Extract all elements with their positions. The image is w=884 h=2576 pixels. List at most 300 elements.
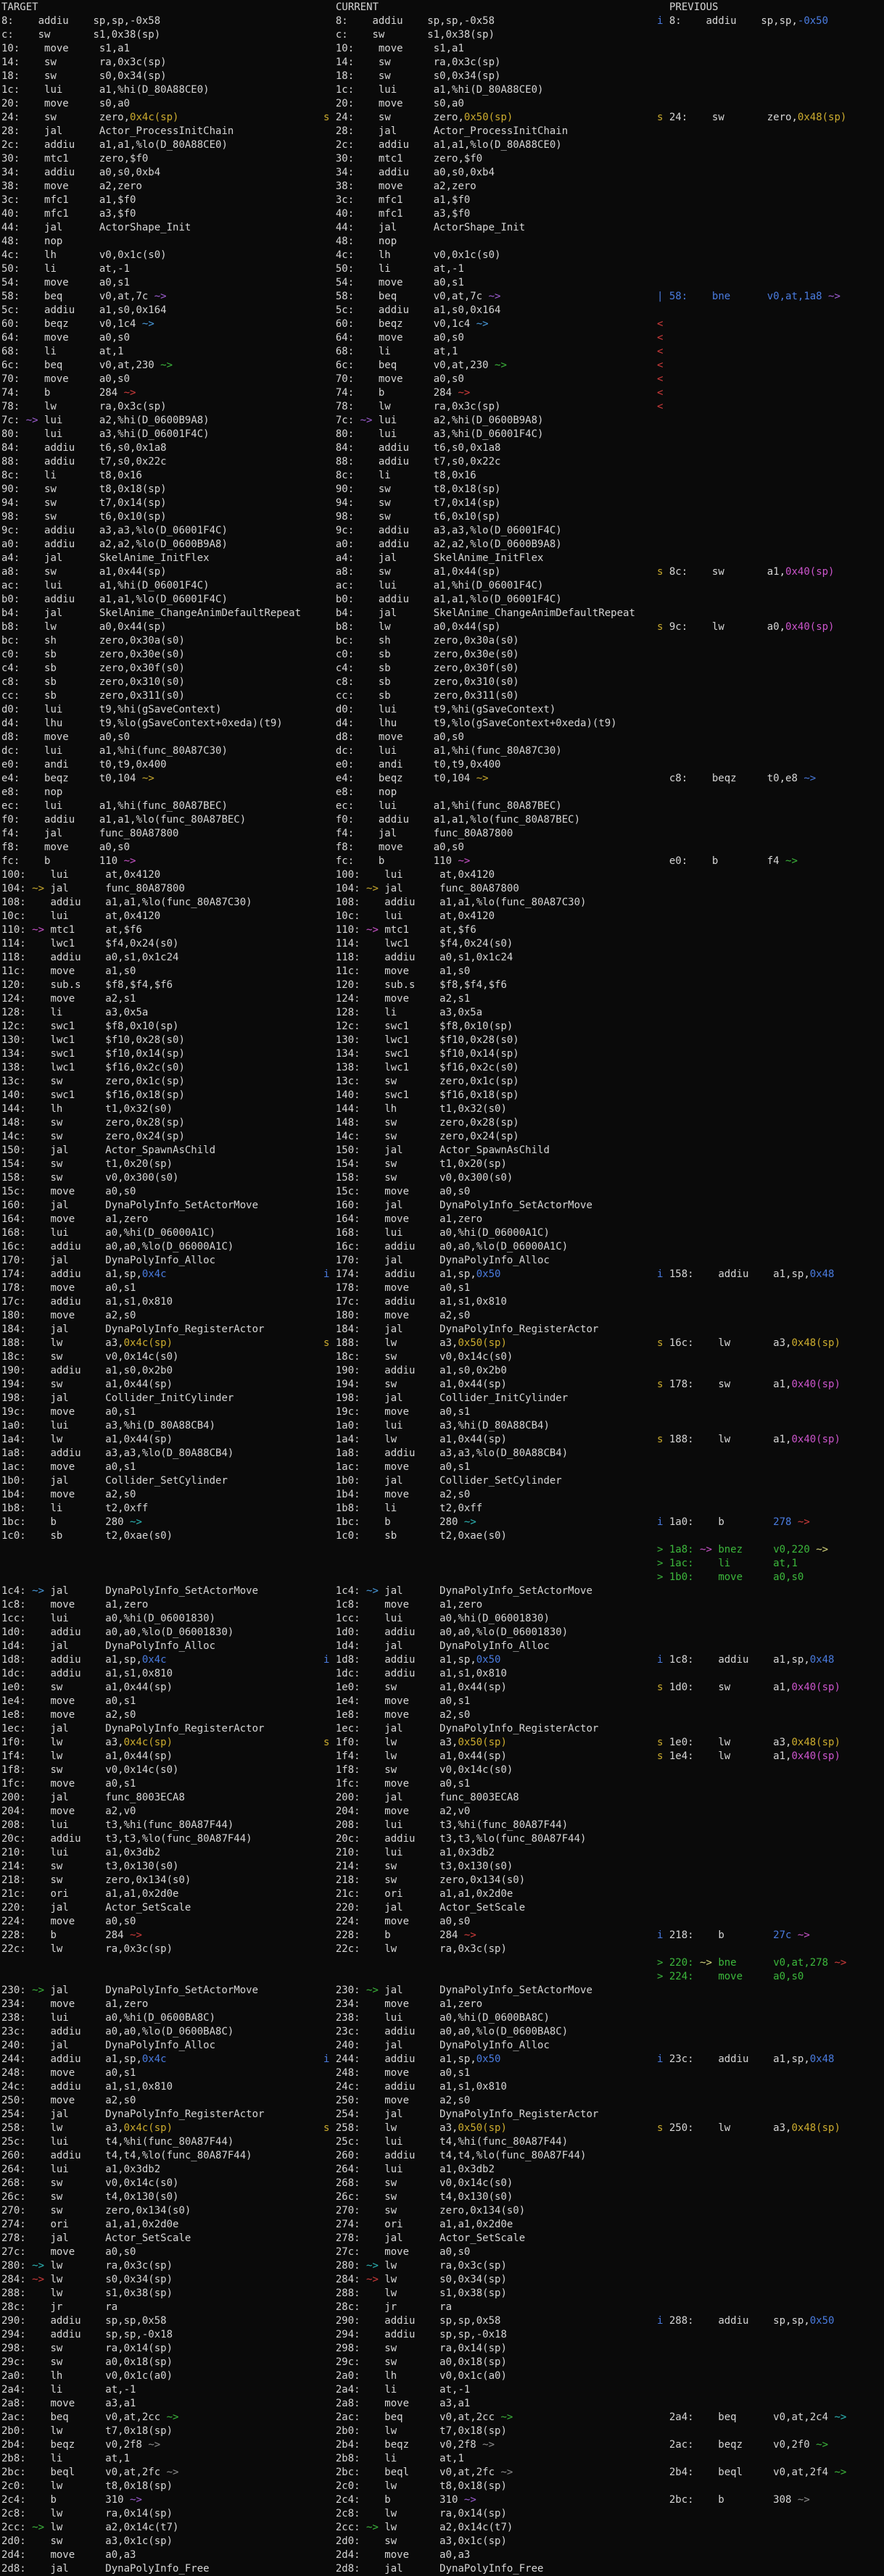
target-line: 1f4: lw a1,0x44(sp) bbox=[1, 1750, 173, 1762]
diff-row bbox=[0, 2232, 884, 2245]
diff-row bbox=[0, 1984, 884, 1998]
current-line: 130: lwc1 $f10,0x28(s0) bbox=[335, 1034, 519, 1046]
target-line: 13c: sw zero,0x1c(sp) bbox=[1, 1076, 185, 1087]
target-line: 84: addiu t6,s0,0x1a8 bbox=[1, 442, 167, 454]
current-line: 120: sub.s $f8,$f4,$f6 bbox=[335, 979, 507, 991]
previous-line: < bbox=[657, 387, 664, 399]
diff-row bbox=[0, 441, 884, 455]
current-line: dc: lui a1,%hi(func_80A87C30) bbox=[335, 745, 562, 757]
current-line: 1ac: move a0,s1 bbox=[335, 1461, 471, 1473]
diff-row bbox=[0, 483, 884, 496]
target-line: 240: jal DynaPolyInfo_Alloc bbox=[1, 2040, 216, 2051]
current-line: 1f4: lw a1,0x44(sp) bbox=[335, 1750, 507, 1762]
target-line: 2c4: b 310 ~> bbox=[1, 2494, 142, 2506]
current-line: 14c: sw zero,0x24(sp) bbox=[335, 1131, 519, 1142]
diff-row bbox=[0, 111, 884, 125]
target-line: e4: beqz t0,104 ~> bbox=[1, 773, 154, 784]
previous-line: > 224: move a0,s0 bbox=[657, 1971, 804, 1982]
target-line: 188: lw a3,0x4c(sp) bbox=[1, 1337, 173, 1349]
diff-row bbox=[0, 138, 884, 152]
current-line: 8: addiu sp,sp,-0x58 bbox=[335, 15, 495, 27]
current-line: 12c: swc1 $f8,0x10(sp) bbox=[335, 1021, 513, 1032]
current-line: 154: sw t1,0x20(sp) bbox=[335, 1158, 507, 1170]
target-line: 1fc: move a0,s1 bbox=[1, 1778, 136, 1790]
target-line: 234: move a1,zero bbox=[1, 1998, 149, 2010]
diff-row bbox=[0, 579, 884, 593]
current-line: 25c: lui t4,%hi(func_80A87F44) bbox=[335, 2136, 569, 2148]
current-line: d8: move a0,s0 bbox=[335, 731, 464, 743]
target-line: 6c: beq v0,at,230 ~> bbox=[1, 360, 173, 371]
target-line: 2a0: lh v0,0x1c(a0) bbox=[1, 2370, 173, 2382]
target-line: 224: move a0,s0 bbox=[1, 1916, 136, 1927]
current-line: 198: jal Collider_InitCylinder bbox=[335, 1392, 569, 1404]
diff-row bbox=[0, 1584, 884, 1598]
target-line: 58: beq v0,at,7c ~> bbox=[1, 291, 167, 302]
current-line: 1bc: b 280 ~> bbox=[335, 1516, 476, 1528]
target-line: bc: sh zero,0x30a(s0) bbox=[1, 635, 185, 647]
diff-row bbox=[0, 1791, 884, 1805]
diff-row bbox=[0, 510, 884, 524]
target-line: 290: addiu sp,sp,0x58 bbox=[1, 2315, 167, 2327]
diff-row bbox=[0, 1213, 884, 1226]
current-line: 298: sw ra,0x14(sp) bbox=[335, 2343, 507, 2354]
current-line: ac: lui a1,%hi(D_06001F4C) bbox=[335, 580, 544, 591]
previous-line: 2b4: beql v0,at,2f4 ~> bbox=[669, 2467, 847, 2478]
target-line: 2b4: beqz v0,2f8 ~> bbox=[1, 2439, 161, 2451]
current-line: 20c: addiu t3,t3,%lo(func_80A87F44) bbox=[335, 1833, 587, 1845]
current-line: 2ac: beq v0,at,2cc ~> bbox=[335, 2411, 513, 2423]
target-line: cc: sb zero,0x311(s0) bbox=[1, 690, 185, 702]
diff-row bbox=[0, 813, 884, 827]
diff-row bbox=[0, 1846, 884, 1860]
target-line: 8c: li t8,0x16 bbox=[1, 470, 142, 481]
diff-row bbox=[0, 538, 884, 552]
current-line: 6c: beq v0,at,230 ~> bbox=[335, 360, 507, 371]
diff-row bbox=[0, 386, 884, 400]
current-line: a0: addiu a2,a2,%lo(D_0600B9A8) bbox=[335, 539, 562, 550]
current-line: 2d0: sw a3,0x1c(sp) bbox=[335, 2535, 507, 2547]
diff-row bbox=[0, 855, 884, 868]
diff-row bbox=[0, 331, 884, 345]
current-line: bc: sh zero,0x30a(s0) bbox=[335, 635, 519, 647]
diff-row bbox=[0, 1447, 884, 1461]
diff-row bbox=[0, 676, 884, 689]
target-line: 22c: lw ra,0x3c(sp) bbox=[1, 1943, 173, 1955]
current-line: 1b8: li t2,0xff bbox=[335, 1503, 483, 1514]
current-line: 19c: move a0,s1 bbox=[335, 1406, 471, 1418]
target-line: 1cc: lui a0,%hi(D_06001830) bbox=[1, 1613, 216, 1624]
target-line: 50: li at,-1 bbox=[1, 263, 131, 275]
target-line: c4: sb zero,0x30f(s0) bbox=[1, 662, 185, 674]
diff-row bbox=[0, 717, 884, 731]
diff-row bbox=[0, 1405, 884, 1419]
target-line: 284: ~> lw s0,0x34(sp) bbox=[1, 2274, 173, 2285]
target-line: 274: ori a1,a1,0x2d0e bbox=[1, 2219, 179, 2230]
diff-row bbox=[0, 1998, 884, 2011]
diff-row bbox=[0, 2053, 884, 2066]
current-line: 70: move a0,s0 bbox=[335, 373, 464, 385]
target-line: 104: ~> jal func_80A87800 bbox=[1, 883, 185, 894]
target-line: 1c: lui a1,%hi(D_80A88CE0) bbox=[1, 84, 210, 96]
diff-row bbox=[0, 868, 884, 882]
target-line: 178: move a0,s1 bbox=[1, 1282, 136, 1294]
diff-row bbox=[0, 951, 884, 965]
current-line: 248: move a0,s1 bbox=[335, 2067, 471, 2079]
diff-row bbox=[0, 2039, 884, 2053]
current-line: 5c: addiu a1,s0,0x164 bbox=[335, 304, 501, 316]
current-line: 218: sw zero,0x134(s0) bbox=[335, 1874, 526, 1886]
current-line: 264: lui a1,0x3db2 bbox=[335, 2164, 495, 2175]
diff-row bbox=[0, 290, 884, 304]
target-line: 2d0: sw a3,0x1c(sp) bbox=[1, 2535, 173, 2547]
diff-row bbox=[0, 1337, 884, 1350]
target-line: 2a4: li at,-1 bbox=[1, 2384, 136, 2396]
target-line: 5c: addiu a1,s0,0x164 bbox=[1, 304, 167, 316]
target-line: 1ec: jal DynaPolyInfo_RegisterActor bbox=[1, 1723, 265, 1734]
current-line: 54: move a0,s1 bbox=[335, 277, 464, 288]
current-line: 234: move a1,zero bbox=[335, 1998, 483, 2010]
diff-row bbox=[0, 469, 884, 483]
target-line: 1b8: li t2,0xff bbox=[1, 1503, 149, 1514]
target-line: 1d8: addiu a1,sp,0x4c bbox=[1, 1654, 167, 1666]
current-line: 1f8: sw v0,0x14c(s0) bbox=[335, 1764, 513, 1776]
target-line: 4c: lh v0,0x1c(s0) bbox=[1, 249, 167, 261]
diff-row bbox=[0, 910, 884, 923]
diff-row bbox=[0, 1598, 884, 1612]
current-line: 208: lui t3,%hi(func_80A87F44) bbox=[335, 1819, 569, 1831]
current-line: 27c: move a0,s0 bbox=[335, 2246, 471, 2258]
previous-line: s 8c: sw a1,0x40(sp) bbox=[657, 566, 835, 578]
diff-row bbox=[0, 1516, 884, 1529]
current-line: 204: move a2,v0 bbox=[335, 1806, 471, 1817]
target-line: 18c: sw v0,0x14c(s0) bbox=[1, 1351, 179, 1363]
target-line: 94: sw t7,0x14(sp) bbox=[1, 497, 167, 509]
target-line: 170: jal DynaPolyInfo_Alloc bbox=[1, 1255, 216, 1266]
current-line: 78: lw ra,0x3c(sp) bbox=[335, 401, 501, 412]
diff-row bbox=[0, 2259, 884, 2273]
diff-row bbox=[0, 593, 884, 607]
current-line: 280: ~> lw ra,0x3c(sp) bbox=[335, 2260, 507, 2272]
target-line: 98: sw t6,0x10(sp) bbox=[1, 511, 167, 523]
target-line: 2ac: beq v0,at,2cc ~> bbox=[1, 2411, 179, 2423]
diff-row bbox=[0, 2190, 884, 2204]
diff-row bbox=[0, 1075, 884, 1089]
diff-row bbox=[0, 1254, 884, 1268]
diff-row bbox=[0, 56, 884, 70]
diff-row bbox=[0, 937, 884, 951]
target-line: 148: sw zero,0x28(sp) bbox=[1, 1117, 185, 1129]
target-line: 88: addiu t7,s0,0x22c bbox=[1, 456, 167, 468]
current-line: i 1d8: addiu a1,sp,0x50 bbox=[323, 1654, 501, 1666]
diff-row bbox=[0, 2094, 884, 2108]
diff-row bbox=[0, 1144, 884, 1158]
current-line: 284: ~> lw s0,0x34(sp) bbox=[335, 2274, 507, 2285]
current-line: 26c: sw t4,0x130(s0) bbox=[335, 2191, 513, 2203]
target-line: fc: b 110 ~> bbox=[1, 855, 136, 867]
current-line: 184: jal DynaPolyInfo_RegisterActor bbox=[335, 1324, 599, 1335]
diff-row bbox=[0, 1681, 884, 1695]
target-line: c8: sb zero,0x310(s0) bbox=[1, 676, 185, 688]
target-line: 21c: ori a1,a1,0x2d0e bbox=[1, 1888, 179, 1900]
current-line: 178: move a0,s1 bbox=[335, 1282, 471, 1294]
current-line: d0: lui t9,%hi(gSaveContext) bbox=[335, 704, 556, 715]
target-line: 1a8: addiu a3,a3,%lo(D_80A88CB4) bbox=[1, 1447, 234, 1459]
diff-row bbox=[0, 14, 884, 28]
target-line: 2b8: li at,1 bbox=[1, 2453, 131, 2464]
current-line: 290: addiu sp,sp,0x58 bbox=[335, 2315, 501, 2327]
target-line: 158: sw v0,0x300(s0) bbox=[1, 1172, 179, 1184]
current-line: 224: move a0,s0 bbox=[335, 1916, 471, 1927]
target-line: 30: mtc1 zero,$f0 bbox=[1, 153, 149, 165]
target-line: d8: move a0,s0 bbox=[1, 731, 131, 743]
current-line: 20: move s0,a0 bbox=[335, 98, 464, 109]
previous-line: 2ac: beqz v0,2f0 ~> bbox=[669, 2439, 829, 2451]
diff-row bbox=[0, 180, 884, 194]
current-line: 230: ~> jal DynaPolyInfo_SetActorMove bbox=[335, 1985, 592, 1996]
current-line: 194: sw a1,0x44(sp) bbox=[335, 1379, 507, 1390]
diff-row bbox=[0, 1956, 884, 1970]
current-line: 10c: lui at,0x4120 bbox=[335, 910, 495, 922]
diff-row bbox=[0, 841, 884, 855]
target-line: 68: li at,1 bbox=[1, 346, 124, 357]
target-line: 100: lui at,0x4120 bbox=[1, 869, 161, 881]
target-line: 204: move a2,v0 bbox=[1, 1806, 136, 1817]
diff-row bbox=[0, 731, 884, 744]
current-line: 164: move a1,zero bbox=[335, 1213, 483, 1225]
diff-row bbox=[0, 2521, 884, 2535]
diff-row bbox=[0, 1378, 884, 1392]
current-line: 2c8: lw ra,0x14(sp) bbox=[335, 2508, 507, 2519]
target-line: ec: lui a1,%hi(func_80A87BEC) bbox=[1, 800, 228, 812]
diff-row bbox=[0, 1612, 884, 1626]
current-line: 2cc: ~> lw a2,0x14c(t7) bbox=[335, 2522, 513, 2533]
current-line: ec: lui a1,%hi(func_80A87BEC) bbox=[335, 800, 562, 812]
target-line: 80: lui a3,%hi(D_06001F4C) bbox=[1, 428, 210, 440]
current-line: cc: sb zero,0x311(s0) bbox=[335, 690, 519, 702]
target-line: 184: jal DynaPolyInfo_RegisterActor bbox=[1, 1324, 265, 1335]
diff-row bbox=[0, 607, 884, 620]
target-line: 228: b 284 ~> bbox=[1, 1929, 142, 1941]
current-line: 148: sw zero,0x28(sp) bbox=[335, 1117, 519, 1129]
target-line: 10: move s1,a1 bbox=[1, 43, 131, 54]
current-line: 254: jal DynaPolyInfo_RegisterActor bbox=[335, 2108, 599, 2120]
diff-row bbox=[0, 2135, 884, 2149]
current-line: e0: andi t0,t9,0x400 bbox=[335, 759, 501, 770]
target-line: 28: jal Actor_ProcessInitChain bbox=[1, 125, 234, 137]
current-line: c0: sb zero,0x30e(s0) bbox=[335, 649, 519, 660]
diff-row bbox=[0, 304, 884, 317]
current-line: 10: move s1,a1 bbox=[335, 43, 464, 54]
target-line: 120: sub.s $f8,$f4,$f6 bbox=[1, 979, 173, 991]
current-line: 158: sw v0,0x300(s0) bbox=[335, 1172, 513, 1184]
target-line: 180: move a2,s0 bbox=[1, 1310, 136, 1321]
target-line: b0: addiu a1,a1,%lo(D_06001F4C) bbox=[1, 594, 228, 605]
diff-row bbox=[0, 414, 884, 428]
diff-row bbox=[0, 2204, 884, 2218]
diff-row bbox=[0, 2438, 884, 2452]
target-line: 1c4: ~> jal DynaPolyInfo_SetActorMove bbox=[1, 1585, 259, 1597]
previous-line: < bbox=[657, 346, 664, 357]
current-line: 1d4: jal DynaPolyInfo_Alloc bbox=[335, 1640, 550, 1652]
previous-line: s 1e4: lw a1,0x40(sp) bbox=[657, 1750, 840, 1762]
target-line: 38: move a2,zero bbox=[1, 180, 142, 192]
current-line: 2c4: b 310 ~> bbox=[335, 2494, 476, 2506]
diff-row bbox=[0, 2080, 884, 2094]
current-line: 294: addiu sp,sp,-0x18 bbox=[335, 2329, 507, 2340]
target-line: 1e4: move a0,s1 bbox=[1, 1695, 136, 1707]
current-line: 124: move a2,s1 bbox=[335, 993, 471, 1005]
current-line: 90: sw t8,0x18(sp) bbox=[335, 483, 501, 495]
target-line: 26c: sw t4,0x130(s0) bbox=[1, 2191, 179, 2203]
diff-row bbox=[0, 2342, 884, 2356]
diff-row bbox=[0, 496, 884, 510]
target-line: 210: lui a1,0x3db2 bbox=[1, 1847, 161, 1858]
target-line: a4: jal SkelAnime_InitFlex bbox=[1, 552, 210, 564]
target-line: 168: lui a0,%hi(D_06000A1C) bbox=[1, 1227, 216, 1239]
target-line: 248: move a0,s1 bbox=[1, 2067, 136, 2079]
diff-row bbox=[0, 1419, 884, 1433]
diff-row bbox=[0, 1640, 884, 1653]
current-line: 260: addiu t4,t4,%lo(func_80A87F44) bbox=[335, 2150, 587, 2161]
target-line: 1f8: sw v0,0x14c(s0) bbox=[1, 1764, 179, 1776]
previous-line: i 218: b 27c ~> bbox=[657, 1929, 810, 1941]
target-line: 2a8: move a3,a1 bbox=[1, 2398, 136, 2409]
diff-row bbox=[0, 2452, 884, 2466]
current-line: 2d8: jal DynaPolyInfo_Free bbox=[335, 2563, 544, 2575]
current-line: 4c: lh v0,0x1c(s0) bbox=[335, 249, 501, 261]
target-line: 150: jal Actor_SpawnAsChild bbox=[1, 1144, 216, 1156]
diff-row bbox=[0, 2425, 884, 2438]
target-line: a0: addiu a2,a2,%lo(D_0600B9A8) bbox=[1, 539, 228, 550]
previous-line: s 250: lw a3,0x48(sp) bbox=[657, 2122, 840, 2134]
target-line: 288: lw s1,0x38(sp) bbox=[1, 2288, 173, 2299]
target-line: 29c: sw a0,0x18(sp) bbox=[1, 2356, 173, 2368]
current-line: b0: addiu a1,a1,%lo(D_06001F4C) bbox=[335, 594, 562, 605]
diff-row bbox=[0, 1708, 884, 1722]
current-line: 1a4: lw a1,0x44(sp) bbox=[335, 1434, 507, 1445]
current-line: 168: lui a0,%hi(D_06000A1C) bbox=[335, 1227, 550, 1239]
diff-row bbox=[0, 97, 884, 111]
target-line: 198: jal Collider_InitCylinder bbox=[1, 1392, 234, 1404]
diff-row bbox=[0, 2466, 884, 2480]
diff-row bbox=[0, 1777, 884, 1791]
current-line: 1b4: move a2,s0 bbox=[335, 1489, 471, 1500]
current-line: 214: sw t3,0x130(s0) bbox=[335, 1861, 513, 1872]
current-line: 2b0: lw t7,0x18(sp) bbox=[335, 2425, 507, 2437]
diff-row bbox=[0, 1722, 884, 1736]
current-line: 1e0: sw a1,0x44(sp) bbox=[335, 1682, 507, 1693]
current-line: 44: jal ActorShape_Init bbox=[335, 222, 526, 233]
diff-row bbox=[0, 2328, 884, 2342]
diff-row bbox=[0, 1350, 884, 1364]
diff-row bbox=[0, 2245, 884, 2259]
diff-row bbox=[0, 262, 884, 276]
target-line: 264: lui a1,0x3db2 bbox=[1, 2164, 161, 2175]
current-line: 94: sw t7,0x14(sp) bbox=[335, 497, 501, 509]
target-line: 190: addiu a1,s0,0x2b0 bbox=[1, 1365, 173, 1376]
previous-line: < bbox=[657, 401, 664, 412]
diff-row bbox=[0, 1901, 884, 1915]
target-line: 130: lwc1 $f10,0x28(s0) bbox=[1, 1034, 185, 1046]
current-line: 2a8: move a3,a1 bbox=[335, 2398, 471, 2409]
diff-row bbox=[0, 2480, 884, 2493]
diff-row bbox=[0, 1158, 884, 1171]
diff-row bbox=[0, 1474, 884, 1488]
diff-row bbox=[0, 42, 884, 56]
target-line: 144: lh t1,0x32(s0) bbox=[1, 1103, 173, 1115]
target-line: 7c: ~> lui a2,%hi(D_0600B9A8) bbox=[1, 415, 210, 426]
target-line: 19c: move a0,s1 bbox=[1, 1406, 136, 1418]
current-line: 21c: ori a1,a1,0x2d0e bbox=[335, 1888, 513, 1900]
diff-row bbox=[0, 882, 884, 896]
target-line: d0: lui t9,%hi(gSaveContext) bbox=[1, 704, 222, 715]
diff-row bbox=[0, 634, 884, 648]
target-line: ac: lui a1,%hi(D_06001F4C) bbox=[1, 580, 210, 591]
target-line: 114: lwc1 $f4,0x24(s0) bbox=[1, 938, 179, 950]
diff-row bbox=[0, 1323, 884, 1337]
target-line: 260: addiu t4,t4,%lo(func_80A87F44) bbox=[1, 2150, 252, 2161]
diff-row bbox=[0, 1047, 884, 1061]
target-line: c0: sb zero,0x30e(s0) bbox=[1, 649, 185, 660]
target-line: 270: sw zero,0x134(s0) bbox=[1, 2205, 191, 2216]
target-line: 18: sw s0,0x34(sp) bbox=[1, 70, 167, 82]
diff-row bbox=[0, 1832, 884, 1846]
diff-row bbox=[0, 1199, 884, 1213]
diff-row bbox=[0, 1433, 884, 1447]
target-line: 74: b 284 ~> bbox=[1, 387, 136, 399]
target-line: 294: addiu sp,sp,-0x18 bbox=[1, 2329, 173, 2340]
diff-row bbox=[0, 1034, 884, 1047]
diff-row bbox=[0, 359, 884, 373]
diff-row bbox=[0, 2301, 884, 2314]
current-line: 84: addiu t6,s0,0x1a8 bbox=[335, 442, 501, 454]
target-line: 1c8: move a1,zero bbox=[1, 1599, 149, 1611]
target-line: 54: move a0,s1 bbox=[1, 277, 131, 288]
current-line: 2c: addiu a1,a1,%lo(D_80A88CE0) bbox=[335, 139, 562, 151]
current-line: 1ec: jal DynaPolyInfo_RegisterActor bbox=[335, 1723, 599, 1734]
diff-row bbox=[0, 1571, 884, 1584]
target-line: 3c: mfc1 a1,$f0 bbox=[1, 194, 136, 206]
current-line: 1c8: move a1,zero bbox=[335, 1599, 483, 1611]
diff-row bbox=[0, 786, 884, 799]
diff-row bbox=[0, 2287, 884, 2301]
current-line: f4: jal func_80A87800 bbox=[335, 828, 513, 839]
previous-line: e0: b f4 ~> bbox=[669, 855, 798, 867]
current-line: 38: move a2,zero bbox=[335, 180, 476, 192]
previous-line: s 1d0: sw a1,0x40(sp) bbox=[657, 1682, 840, 1693]
current-line: 278: jal Actor_SetScale bbox=[335, 2232, 526, 2244]
diff-row bbox=[0, 2411, 884, 2425]
current-line: 30: mtc1 zero,$f0 bbox=[335, 153, 483, 165]
current-line: 1c: lui a1,%hi(D_80A88CE0) bbox=[335, 84, 544, 96]
target-line: 48: nop bbox=[1, 236, 99, 247]
diff-row bbox=[0, 2149, 884, 2163]
current-line: 228: b 284 ~> bbox=[335, 1929, 476, 1941]
current-line: 274: ori a1,a1,0x2d0e bbox=[335, 2219, 513, 2230]
diff-row bbox=[0, 620, 884, 634]
current-line: 160: jal DynaPolyInfo_SetActorMove bbox=[335, 1200, 592, 1211]
diff-row bbox=[0, 2025, 884, 2039]
target-line: 164: move a1,zero bbox=[1, 1213, 149, 1225]
current-line: 9c: addiu a3,a3,%lo(D_06001F4C) bbox=[335, 525, 562, 536]
diff-row bbox=[0, 1653, 884, 1667]
target-line: 2d8: jal DynaPolyInfo_Free bbox=[1, 2563, 210, 2575]
diff-row bbox=[0, 565, 884, 579]
diff-row bbox=[0, 249, 884, 262]
target-line: 10c: lui at,0x4120 bbox=[1, 910, 161, 922]
current-line: s 24: sw zero,0x50(sp) bbox=[323, 112, 513, 123]
previous-line: i 1a0: b 278 ~> bbox=[657, 1516, 810, 1528]
